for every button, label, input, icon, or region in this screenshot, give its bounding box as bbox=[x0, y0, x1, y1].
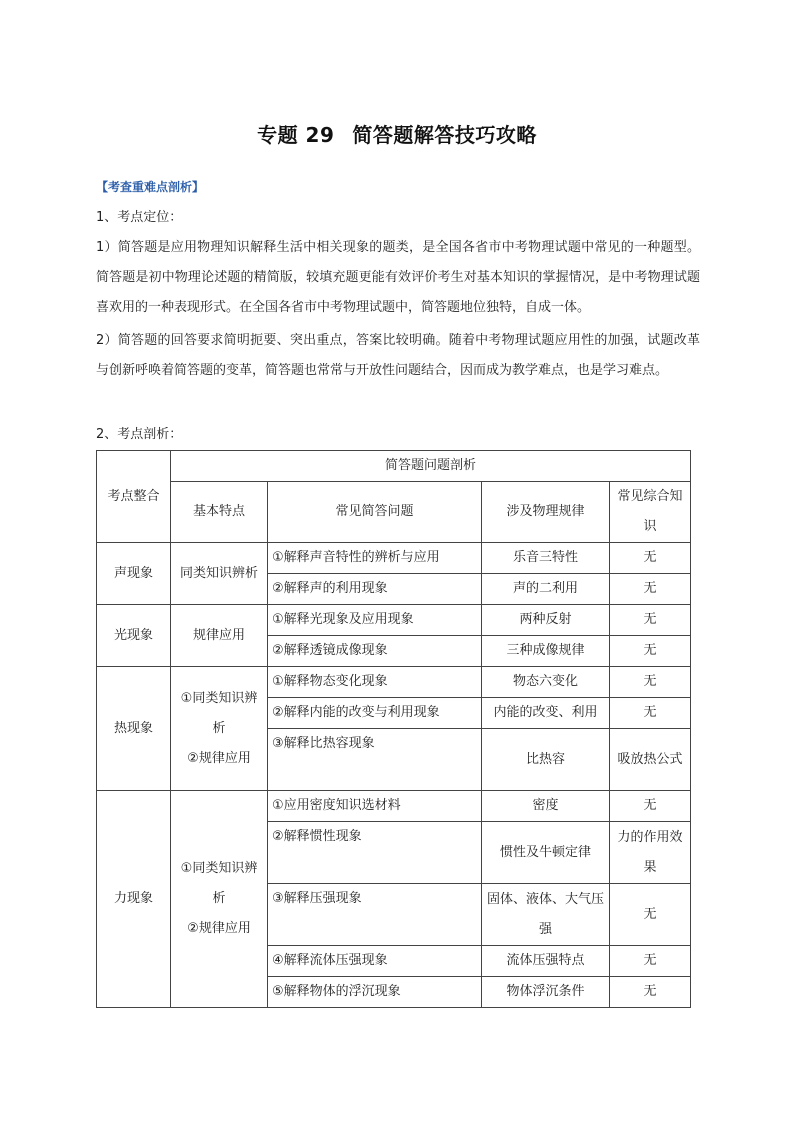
law-cell: 物态六变化 bbox=[482, 667, 610, 698]
feature-cell: 规律应用 bbox=[171, 605, 268, 667]
feature-line: ②规律应用 bbox=[187, 921, 251, 936]
law-cell: 固体、液体、大气压强 bbox=[482, 884, 610, 946]
feature-line: ①同类知识辨析 bbox=[180, 861, 258, 906]
law-cell: 内能的改变、利用 bbox=[482, 698, 610, 729]
table-subheader-row bbox=[97, 482, 691, 543]
law-cell: 惯性及牛顿定律 bbox=[482, 822, 610, 884]
knowledge-cell: 无 bbox=[610, 698, 691, 729]
question-cell: ⑤解释物体的浮沉现象 bbox=[268, 977, 482, 1008]
feature-cell bbox=[171, 791, 268, 1008]
header-knowledge: 常见综合知识 bbox=[610, 482, 691, 543]
law-cell: 两种反射 bbox=[482, 605, 610, 636]
question-cell: ④解释流体压强现象 bbox=[268, 946, 482, 977]
point1-heading: 1、考点定位： bbox=[96, 210, 183, 225]
table-row bbox=[97, 605, 691, 636]
question-cell: ②解释惯性现象 bbox=[268, 822, 482, 884]
paragraph-1: 1）简答题是应用物理知识解释生活中相关现象的题类，是全国各省市中考物理试题中常见的一种题型。简答题是初中物理论述题的精简版，较填充题更能有效评价考生对基本知识的掌握情况，是中考物理试题喜欢用的一种表现形式。在全国各省市中考物理试题中，简答题地位独特，自成一体。 bbox=[96, 240, 700, 315]
knowledge-cell: 无 bbox=[610, 667, 691, 698]
topic-cell: 光现象 bbox=[97, 605, 171, 667]
law-cell: 三种成像规律 bbox=[482, 636, 610, 667]
topic-cell: 热现象 bbox=[97, 667, 171, 791]
topic-cell: 声现象 bbox=[97, 543, 171, 605]
knowledge-cell: 无 bbox=[610, 946, 691, 977]
knowledge-cell: 无 bbox=[610, 977, 691, 1008]
knowledge-cell: 无 bbox=[610, 884, 691, 946]
question-cell: ②解释透镜成像现象 bbox=[268, 636, 482, 667]
header-topic: 考点整合 bbox=[97, 451, 171, 543]
question-cell: ①解释光现象及应用现象 bbox=[268, 605, 482, 636]
question-cell: ②解释内能的改变与利用现象 bbox=[268, 698, 482, 729]
topic-cell: 力现象 bbox=[97, 791, 171, 1008]
feature-line: ①同类知识辨析 bbox=[180, 690, 258, 736]
header-question: 常见简答问题 bbox=[268, 482, 482, 543]
feature-cell: 同类知识辨析 bbox=[171, 543, 268, 605]
title-text: 简答题解答技巧攻略 bbox=[352, 123, 537, 147]
section-header: 【考查重难点剖析】 bbox=[96, 180, 205, 194]
law-cell: 比热容 bbox=[482, 729, 610, 791]
title-prefix: 专题 29 bbox=[257, 123, 335, 147]
question-cell: ②解释声的利用现象 bbox=[268, 574, 482, 605]
knowledge-cell: 无 bbox=[610, 636, 691, 667]
table-header-row bbox=[97, 451, 691, 482]
header-law: 涉及物理规律 bbox=[482, 482, 610, 543]
question-cell: ①应用密度知识选材料 bbox=[268, 791, 482, 822]
header-group: 简答题问题剖析 bbox=[171, 451, 691, 482]
question-cell: ③解释压强现象 bbox=[268, 884, 482, 946]
knowledge-cell: 吸放热公式 bbox=[610, 729, 691, 791]
point2-heading: 2、考点剖析： bbox=[96, 427, 183, 442]
table-row bbox=[97, 543, 691, 574]
law-cell: 流体压强特点 bbox=[482, 946, 610, 977]
law-cell: 密度 bbox=[482, 791, 610, 822]
knowledge-cell: 无 bbox=[610, 605, 691, 636]
analysis-table bbox=[96, 450, 691, 1008]
table-row bbox=[97, 667, 691, 698]
page-title bbox=[0, 119, 794, 148]
feature-cell bbox=[171, 667, 268, 791]
law-cell: 声的二利用 bbox=[482, 574, 610, 605]
table-row bbox=[97, 791, 691, 822]
knowledge-cell: 力的作用效果 bbox=[610, 822, 691, 884]
paragraph-2: 2）简答题的回答要求简明扼要、突出重点，答案比较明确。随着中考物理试题应用性的加强，试题改革与创新呼唤着简答题的变革，简答题也常常与开放性问题结合，因而成为教学难点，也是学习难点。 bbox=[96, 333, 700, 378]
law-cell: 物体浮沉条件 bbox=[482, 977, 610, 1008]
knowledge-cell: 无 bbox=[610, 574, 691, 605]
feature-line: ②规律应用 bbox=[187, 750, 251, 766]
law-cell: 乐音三特性 bbox=[482, 543, 610, 574]
question-cell: ①解释声音特性的辨析与应用 bbox=[268, 543, 482, 574]
knowledge-cell: 无 bbox=[610, 791, 691, 822]
header-feature: 基本特点 bbox=[171, 482, 268, 543]
question-cell: ①解释物态变化现象 bbox=[268, 667, 482, 698]
question-cell: ③解释比热容现象 bbox=[268, 729, 482, 791]
knowledge-cell: 无 bbox=[610, 543, 691, 574]
